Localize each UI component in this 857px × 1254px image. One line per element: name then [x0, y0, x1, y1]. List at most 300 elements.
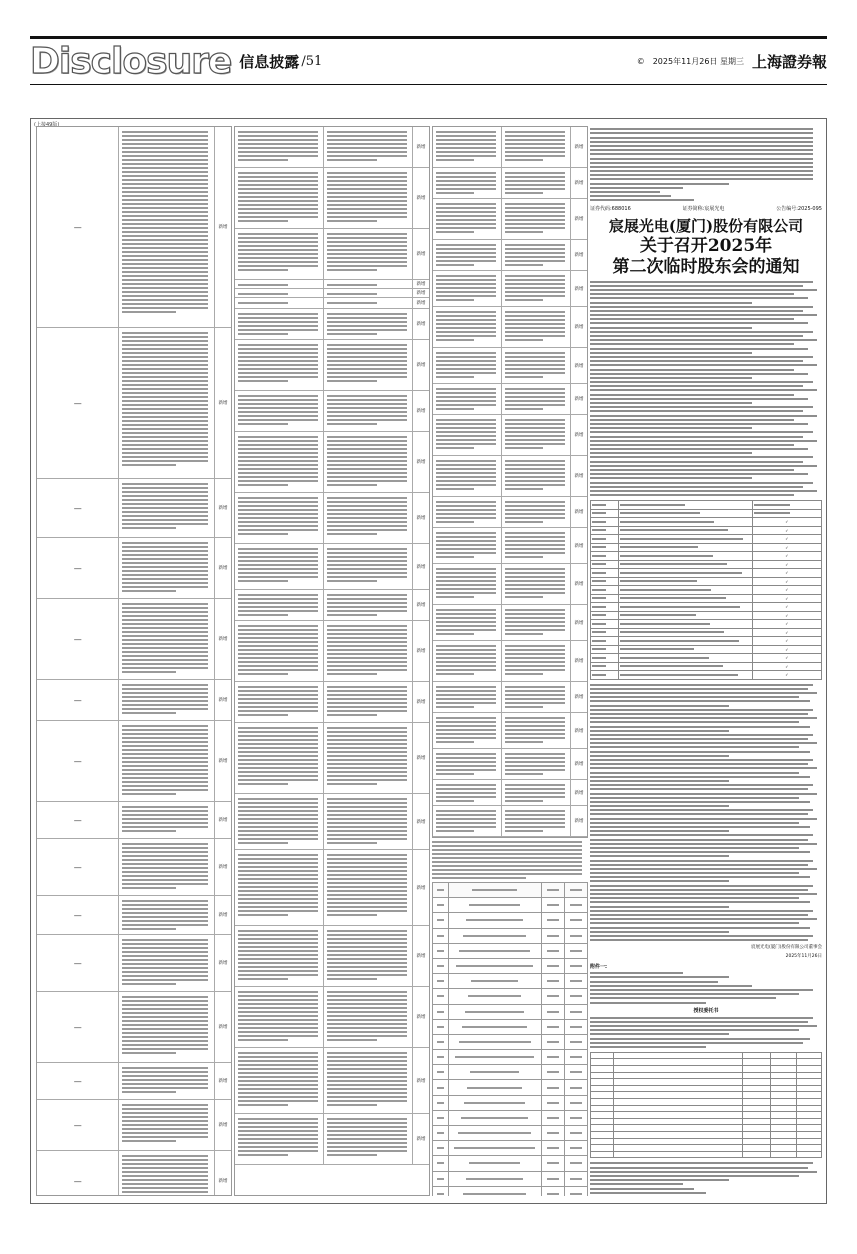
text-line	[505, 159, 543, 161]
text-line	[590, 939, 808, 941]
agenda-cell: ✓	[752, 518, 821, 527]
text-line	[238, 802, 318, 804]
text-line	[238, 143, 318, 145]
table-cell	[433, 1141, 449, 1156]
text-line	[436, 315, 496, 317]
text-line	[122, 1132, 208, 1134]
annex-title: 授权委托书	[693, 1007, 719, 1014]
text-line	[238, 1104, 288, 1106]
new-clause-cell	[502, 384, 571, 414]
text-line	[122, 368, 208, 370]
text-line	[327, 641, 407, 643]
text-line	[505, 649, 565, 651]
proxy-cell	[743, 1105, 771, 1112]
agenda-cell	[618, 594, 752, 603]
table-row	[235, 280, 429, 289]
proxy-cell	[771, 1052, 796, 1059]
text-line	[122, 558, 208, 560]
text-line	[436, 625, 496, 627]
text-line	[436, 665, 496, 667]
change-type-cell: 新增	[574, 474, 584, 479]
text-line	[436, 532, 496, 534]
text-line	[238, 364, 318, 366]
proxy-row	[591, 1092, 822, 1099]
text-line	[238, 814, 318, 816]
old-clause-cell	[235, 682, 324, 722]
table-cell	[541, 1034, 564, 1049]
text-line	[436, 501, 496, 503]
text-line	[122, 712, 176, 714]
text-line	[505, 753, 565, 755]
text-line	[238, 739, 318, 741]
text-line	[122, 175, 208, 177]
text-line	[570, 965, 582, 967]
table-cell	[448, 974, 541, 989]
old-clause-cell	[235, 544, 324, 589]
text-line	[122, 663, 208, 665]
text-line	[238, 356, 318, 358]
text-line	[122, 871, 208, 873]
change-type-cell: 新增	[416, 460, 426, 465]
text-line	[590, 717, 817, 719]
change-type-cell: 新增	[416, 756, 426, 761]
proxy-cell	[771, 1118, 796, 1125]
text-line	[238, 1076, 318, 1078]
text-line	[505, 275, 565, 277]
text-line	[436, 721, 496, 723]
change-type-cell: 新增	[416, 1137, 426, 1142]
text-line	[505, 476, 565, 478]
text-line	[238, 942, 318, 944]
text-line	[620, 597, 726, 599]
text-line	[238, 934, 318, 936]
new-clause-cell	[324, 289, 413, 297]
text-line	[327, 1084, 407, 1086]
text-line	[590, 839, 808, 841]
text-line	[327, 669, 407, 671]
text-line	[590, 1175, 799, 1177]
new-clause-cell	[324, 926, 413, 986]
text-line	[122, 769, 208, 771]
proxy-cell	[771, 1145, 796, 1152]
text-line	[590, 369, 794, 371]
text-line	[122, 291, 208, 293]
text-line	[327, 814, 407, 816]
text-line	[436, 472, 496, 474]
text-line	[122, 483, 208, 485]
text-line	[436, 400, 496, 402]
text-line	[505, 544, 565, 546]
agenda-row	[591, 611, 822, 620]
text-line	[238, 302, 288, 304]
old-clause-cell	[433, 528, 502, 563]
text-line	[436, 360, 496, 362]
text-line	[437, 1102, 445, 1104]
text-line	[122, 223, 208, 225]
text-line	[122, 440, 208, 442]
text-line	[327, 610, 407, 612]
table-cell	[564, 1050, 587, 1065]
table-row	[235, 723, 429, 794]
text-line	[327, 1039, 377, 1041]
table-row	[235, 544, 429, 590]
agenda-table	[590, 500, 822, 680]
text-line	[327, 714, 377, 716]
text-line	[122, 908, 208, 910]
text-line	[327, 970, 407, 972]
text-line	[469, 904, 520, 906]
text-line	[592, 572, 606, 574]
text-line	[238, 694, 318, 696]
text-line	[570, 1056, 582, 1058]
table-row	[433, 1110, 588, 1125]
text-line	[238, 1130, 318, 1132]
text-line	[122, 1028, 208, 1030]
text-line	[238, 874, 318, 876]
text-line	[436, 319, 496, 321]
text-line	[436, 818, 496, 820]
text-line	[327, 838, 407, 840]
text-line	[238, 220, 288, 222]
text-line	[436, 419, 496, 421]
text-line	[238, 1031, 318, 1033]
text-line	[505, 665, 565, 667]
text-line	[590, 813, 808, 815]
text-line	[547, 1147, 559, 1149]
text-line	[122, 1167, 208, 1169]
text-line	[327, 1096, 407, 1098]
text-line	[505, 540, 565, 542]
text-line	[590, 860, 813, 862]
text-line	[327, 131, 407, 133]
text-line	[327, 407, 407, 409]
text-line	[436, 509, 496, 511]
change-type-cell: 新增	[416, 1078, 426, 1084]
old-clause-cell	[433, 168, 502, 198]
text-line	[238, 1007, 318, 1009]
text-line	[590, 818, 817, 820]
text-line	[327, 568, 407, 570]
text-line	[436, 830, 474, 832]
table-cell	[433, 1019, 449, 1034]
change-type-cell: 新增	[218, 759, 228, 764]
text-line	[327, 950, 407, 952]
text-line	[327, 930, 407, 932]
text-line	[327, 858, 407, 860]
text-line	[466, 919, 524, 921]
masthead-bottom-rule	[30, 84, 827, 85]
text-line	[436, 540, 496, 542]
change-type-cell: 新增	[416, 516, 426, 521]
text-line	[590, 132, 813, 134]
text-line	[122, 1163, 208, 1165]
proxy-cell	[796, 1138, 821, 1145]
text-line	[122, 1159, 208, 1161]
table-row	[37, 992, 231, 1063]
text-line	[238, 698, 318, 700]
text-line	[436, 331, 496, 333]
text-line	[327, 657, 407, 659]
table-row	[433, 749, 587, 780]
agenda-cell	[591, 560, 619, 569]
new-clause-cell	[502, 780, 571, 805]
text-line	[590, 183, 729, 185]
annex-label: 附件一:	[590, 964, 607, 971]
text-line	[238, 606, 318, 608]
text-line	[122, 1112, 208, 1114]
text-line	[238, 1056, 318, 1058]
text-line	[505, 184, 565, 186]
proxy-cell	[771, 1138, 796, 1145]
text-line	[327, 633, 407, 635]
text-line	[620, 563, 727, 565]
text-line	[436, 633, 474, 635]
agenda-cell: ✓	[752, 628, 821, 637]
text-line	[238, 360, 318, 362]
text-line	[505, 256, 565, 258]
text-line	[238, 878, 318, 880]
text-line	[122, 199, 208, 201]
agenda-cell: ✓	[752, 645, 821, 654]
text-line	[238, 826, 318, 828]
proxy-cell	[614, 1138, 743, 1145]
change-type-cell: 新增	[416, 885, 426, 891]
text-line	[590, 419, 794, 421]
change-type-cell: 新增	[574, 582, 584, 587]
proxy-row	[591, 1125, 822, 1132]
text-line	[590, 137, 813, 139]
text-line	[327, 517, 407, 519]
text-line	[122, 1012, 208, 1014]
text-line	[505, 818, 565, 820]
text-line	[238, 533, 288, 535]
text-line	[505, 279, 565, 281]
text-line	[327, 902, 407, 904]
old-clause-cell	[433, 240, 502, 270]
text-line	[238, 710, 318, 712]
agenda-cell	[591, 620, 619, 629]
text-line	[122, 704, 208, 706]
table-row	[37, 599, 231, 680]
text-line	[122, 404, 208, 406]
text-line	[590, 700, 810, 702]
company-name: 宸展光电(厦门)股份有限公司	[608, 217, 804, 236]
text-line	[592, 597, 606, 599]
table-row	[433, 240, 587, 271]
change-type-cell: 新增	[218, 913, 228, 918]
text-line	[327, 798, 407, 800]
text-line	[238, 783, 288, 785]
table-row	[433, 974, 588, 989]
text-line	[505, 260, 565, 262]
table-row	[235, 168, 429, 229]
text-line	[505, 131, 565, 133]
text-line	[432, 873, 582, 875]
agenda-row	[591, 526, 822, 535]
new-clause-cell	[324, 229, 413, 279]
text-line	[238, 135, 318, 137]
text-line	[327, 1126, 407, 1128]
text-line	[327, 172, 407, 174]
proxy-cell	[743, 1072, 771, 1079]
text-line	[590, 889, 808, 891]
table-row	[433, 713, 587, 749]
text-line	[620, 648, 695, 650]
text-line	[327, 245, 407, 247]
text-line	[327, 946, 407, 948]
text-line	[437, 889, 445, 891]
table-cell	[448, 1050, 541, 1065]
proxy-cell	[591, 1112, 614, 1119]
old-clause-cell	[433, 271, 502, 306]
proxy-cell	[743, 1079, 771, 1086]
proxy-cell	[743, 1099, 771, 1106]
table-row	[433, 564, 587, 605]
text-line	[238, 241, 318, 243]
table-cell	[541, 1110, 564, 1125]
text-line	[122, 753, 208, 755]
text-line	[590, 742, 817, 744]
text-line	[436, 135, 496, 137]
text-line	[238, 576, 318, 578]
table-cell	[564, 1019, 587, 1034]
change-type-cell: 新增	[218, 1123, 228, 1128]
text-line	[327, 208, 407, 210]
text-line	[436, 203, 496, 205]
text-line	[327, 415, 407, 417]
text-line	[505, 517, 565, 519]
text-line	[238, 509, 318, 511]
change-type-cell: 新增	[416, 649, 426, 654]
proxy-cell	[614, 1145, 743, 1152]
text-line	[620, 623, 710, 625]
text-line	[505, 376, 543, 378]
text-line	[505, 248, 565, 250]
text-line	[238, 1064, 318, 1066]
table-cell	[564, 1034, 587, 1049]
text-line	[238, 602, 318, 604]
text-line	[505, 176, 565, 178]
new-clause-cell	[119, 479, 215, 537]
proxy-cell	[591, 1092, 614, 1099]
text-line	[590, 780, 729, 782]
text-line	[122, 586, 208, 588]
text-line	[590, 985, 752, 987]
table-row	[433, 1050, 588, 1065]
text-line	[327, 802, 407, 804]
text-line	[238, 714, 288, 716]
text-line	[238, 858, 318, 860]
text-line	[327, 155, 407, 157]
text-line	[327, 886, 407, 888]
proxy-cell	[771, 1066, 796, 1073]
text-line	[122, 380, 208, 382]
table-cell	[448, 943, 541, 958]
table-row	[37, 479, 231, 538]
text-line	[570, 980, 582, 982]
old-clause-cell	[433, 384, 502, 414]
text-line	[238, 476, 318, 478]
text-line	[238, 1080, 318, 1082]
text-line	[436, 327, 496, 329]
text-line	[122, 619, 208, 621]
table-cell	[433, 1065, 449, 1080]
text-line	[456, 965, 533, 967]
text-line	[505, 822, 565, 824]
text-line	[122, 251, 208, 253]
text-line	[238, 172, 318, 174]
text-line	[327, 874, 407, 876]
text-line	[436, 814, 496, 816]
text-line	[122, 851, 208, 853]
change-type-cell: 新增	[574, 695, 584, 700]
text-line	[238, 265, 318, 267]
stock-info-line	[590, 205, 822, 212]
text-line	[122, 139, 208, 141]
text-line	[122, 255, 208, 257]
text-line	[122, 777, 208, 779]
text-line	[122, 247, 208, 249]
table-row	[433, 958, 588, 973]
text-line	[436, 826, 496, 828]
text-line	[590, 976, 729, 978]
text-line	[238, 556, 318, 558]
text-line	[327, 779, 407, 781]
text-line	[238, 673, 288, 675]
text-line	[436, 287, 496, 289]
text-line	[122, 635, 208, 637]
bylaws-revision-list-table	[432, 882, 588, 1196]
text-line	[327, 1104, 377, 1106]
text-line	[122, 171, 208, 173]
text-line	[327, 480, 407, 482]
text-line	[327, 637, 407, 639]
text-line	[238, 614, 288, 616]
text-line	[505, 810, 565, 812]
text-line	[122, 303, 208, 305]
text-line	[238, 1027, 318, 1029]
text-line	[327, 1072, 407, 1074]
text-line	[437, 1193, 445, 1195]
text-line	[122, 725, 208, 727]
text-line	[122, 279, 208, 281]
text-line	[327, 468, 407, 470]
text-line	[590, 398, 808, 400]
text-line	[122, 785, 208, 787]
proxy-cell	[591, 1145, 614, 1152]
text-line	[327, 890, 407, 892]
proxy-cell	[591, 1085, 614, 1092]
table-row	[433, 913, 588, 928]
new-clause-cell	[502, 749, 571, 779]
text-line	[327, 978, 377, 980]
old-clause-cell	[433, 564, 502, 604]
text-line	[590, 381, 813, 383]
text-line	[238, 376, 318, 378]
text-line	[238, 284, 288, 286]
text-line	[547, 1026, 559, 1028]
text-line	[570, 1011, 582, 1013]
text-line	[436, 408, 474, 410]
text-line	[238, 147, 318, 149]
text-line	[122, 971, 208, 973]
new-clause-cell	[502, 564, 571, 604]
text-line	[238, 1150, 318, 1152]
proxy-cell	[771, 1112, 796, 1119]
text-line	[327, 317, 407, 319]
text-line	[238, 440, 318, 442]
change-type-cell: 新增	[416, 145, 426, 150]
